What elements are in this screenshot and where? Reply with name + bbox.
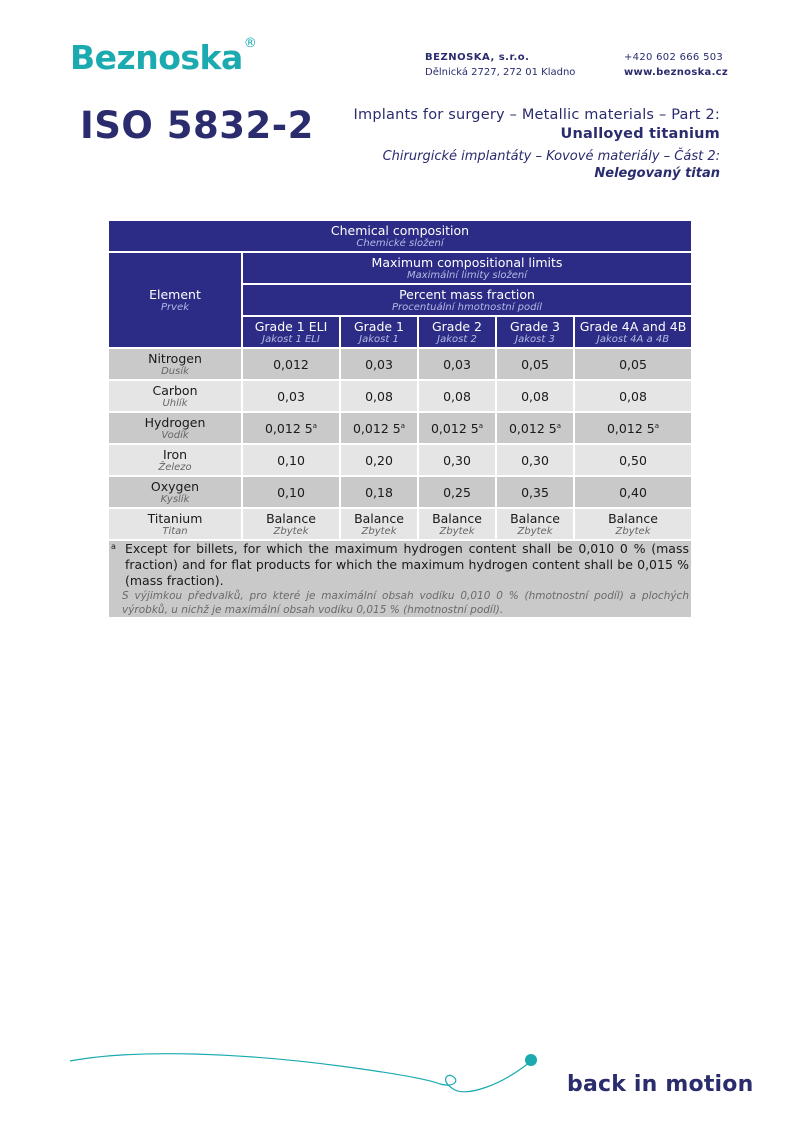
value-cell: [341, 413, 419, 445]
element-name-cz: Dusík: [161, 365, 189, 377]
footnote-row: [109, 541, 691, 619]
value-cell: 0,012: [243, 349, 341, 381]
caption-en: Chemical composition: [330, 222, 470, 238]
element-name-cz: Uhlík: [162, 397, 188, 409]
footnote-marker: a: [654, 421, 659, 430]
footnote-cell: [109, 541, 691, 619]
value-cell: 0,18: [341, 477, 419, 509]
value-cell: 0,03: [419, 349, 497, 381]
value-cell: [497, 509, 575, 541]
footnote-marker: a: [111, 542, 116, 551]
value-cell: 0,05: [575, 349, 691, 381]
value-cell: [575, 509, 691, 541]
subtitle-cz-line2: Nelegovaný titan: [594, 166, 720, 181]
element-name-cz: Vodík: [161, 429, 189, 441]
value-cell: [419, 509, 497, 541]
element-name: Carbon: [152, 382, 198, 398]
subtitle-en-line1: Implants for surgery – Metallic materials – Part 2:: [353, 107, 720, 123]
standard-title: ISO 5832-2: [80, 104, 314, 147]
table-row: [109, 381, 691, 413]
element-header-en: Element: [149, 286, 201, 302]
value-cell: 0,40: [575, 477, 691, 509]
table-row: [109, 445, 691, 477]
table-row: [109, 349, 691, 381]
table-row: [109, 413, 691, 445]
value-text-cz: Zbytek: [439, 525, 475, 537]
value-text: 0,012 5: [508, 420, 557, 436]
value-text: Balance: [510, 510, 560, 526]
grade-label-cz: Jakost 2: [437, 333, 477, 345]
grade-label-cz: Jakost 1: [359, 333, 399, 345]
value-cell: 0,30: [497, 445, 575, 477]
grade-label: Grade 1: [353, 318, 405, 334]
value-cell: [575, 413, 691, 445]
wave-dot: [525, 1054, 537, 1066]
table-caption-row: [109, 221, 691, 253]
element-cell: [109, 381, 243, 413]
document-subtitle: [354, 106, 720, 182]
wave-path: [70, 1054, 530, 1092]
element-cell: [109, 413, 243, 445]
value-cell: 0,08: [575, 381, 691, 413]
subtitle-en-line2: Unalloyed titanium: [560, 126, 720, 142]
footnote-marker: a: [556, 421, 561, 430]
element-header-cz: Prvek: [160, 301, 189, 313]
grade-header: [497, 317, 575, 349]
element-name-cz: Titan: [162, 525, 188, 537]
company-address: Dělnická 2727, 272 01 Kladno: [425, 67, 576, 78]
grade-label-cz: Jakost 1 ELI: [262, 333, 320, 345]
value-cell: [341, 509, 419, 541]
phone-number: +420 602 666 503: [624, 52, 724, 63]
website-link[interactable]: www.beznoska.cz: [624, 67, 729, 78]
footnote-marker: a: [478, 421, 483, 430]
contact-info: [624, 50, 728, 80]
value-cell: 0,10: [243, 477, 341, 509]
value-text-cz: Zbytek: [361, 525, 397, 537]
value-text-cz: Zbytek: [517, 525, 553, 537]
value-cell: 0,30: [419, 445, 497, 477]
grade-header: [575, 317, 691, 349]
value-cell: 0,20: [341, 445, 419, 477]
grade-label: Grade 3: [509, 318, 561, 334]
element-cell: [109, 445, 243, 477]
value-cell: 0,35: [497, 477, 575, 509]
value-text-cz: Zbytek: [273, 525, 309, 537]
grade-label: Grade 4A and 4B: [579, 318, 687, 334]
table-caption: [109, 221, 691, 253]
grade-label-cz: Jakost 3: [515, 333, 555, 345]
value-text: Balance: [266, 510, 316, 526]
company-info: [425, 50, 575, 80]
limits-header: [243, 253, 691, 285]
limits-header-cz: Maximální limity složení: [406, 269, 528, 281]
element-name: Oxygen: [150, 478, 200, 494]
subtitle-cz-line1: Chirurgické implantáty – Kovové materiály – Část 2:: [382, 149, 720, 164]
fraction-header: [243, 285, 691, 317]
tagline: back in motion: [567, 1072, 754, 1097]
value-text: 0,012 5: [264, 420, 313, 436]
value-cell: [243, 413, 341, 445]
footnote-marker: a: [400, 421, 405, 430]
value-cell: [419, 413, 497, 445]
value-cell: 0,25: [419, 477, 497, 509]
company-name: BEZNOSKA, s.r.o.: [425, 52, 530, 63]
beznoska-logo: [70, 38, 256, 77]
table-row: [109, 509, 691, 541]
grade-label-cz: Jakost 4A a 4B: [596, 333, 670, 345]
fraction-header-en: Percent mass fraction: [399, 286, 535, 302]
element-cell: [109, 509, 243, 541]
element-name: Nitrogen: [148, 350, 202, 366]
value-cell: 0,08: [419, 381, 497, 413]
value-cell: 0,08: [341, 381, 419, 413]
element-name: Titanium: [147, 510, 203, 526]
value-text: 0,012 5: [606, 420, 655, 436]
table-header-row: [109, 253, 691, 285]
value-text: Balance: [432, 510, 482, 526]
grade-header: [243, 317, 341, 349]
element-header: [109, 253, 243, 349]
value-cell: 0,05: [497, 349, 575, 381]
element-cell: [109, 349, 243, 381]
fraction-header-cz: Procentuální hmotnostní podíl: [391, 301, 543, 313]
value-cell: 0,10: [243, 445, 341, 477]
footnote-cz: S výjimkou předvalků, pro které je maximální obsah vodíku 0,010 0 % (hmotnostní podíl) a plochých výrobků, u nichž je maximální obsah vodíku 0,015 % (hmotnostní podíl).: [122, 590, 689, 616]
value-text-cz: Zbytek: [615, 525, 651, 537]
value-cell: 0,03: [341, 349, 419, 381]
limits-header-en: Maximum compositional limits: [371, 254, 563, 270]
caption-cz: Chemické složení: [356, 237, 444, 249]
grade-label: Grade 1 ELI: [254, 318, 328, 334]
element-name: Iron: [162, 446, 188, 462]
chemical-composition-table: [109, 221, 691, 619]
logo-text: Beznoska: [70, 38, 243, 77]
grade-header: [341, 317, 419, 349]
value-text: Balance: [608, 510, 658, 526]
footnote-marker: a: [312, 421, 317, 430]
element-name-cz: Kyslík: [160, 493, 190, 505]
grade-label: Grade 2: [431, 318, 483, 334]
element-name: Hydrogen: [144, 414, 206, 430]
value-text: 0,012 5: [430, 420, 479, 436]
value-cell: [243, 509, 341, 541]
value-text: 0,012 5: [352, 420, 401, 436]
registered-mark: ®: [243, 36, 257, 51]
element-cell: [109, 477, 243, 509]
footnote-en-text: Except for billets, for which the maximum hydrogen content shall be 0,010 0 % (mass fraction) and for flat products for which the maximum hydrogen content shall be 0,015 % (mass fraction).: [125, 541, 689, 588]
grade-header: [419, 317, 497, 349]
value-cell: 0,50: [575, 445, 691, 477]
value-cell: [497, 413, 575, 445]
table-row: [109, 477, 691, 509]
element-name-cz: Železo: [158, 461, 192, 473]
value-cell: 0,08: [497, 381, 575, 413]
footnote-en: [109, 541, 691, 589]
value-cell: 0,03: [243, 381, 341, 413]
value-text: Balance: [354, 510, 404, 526]
